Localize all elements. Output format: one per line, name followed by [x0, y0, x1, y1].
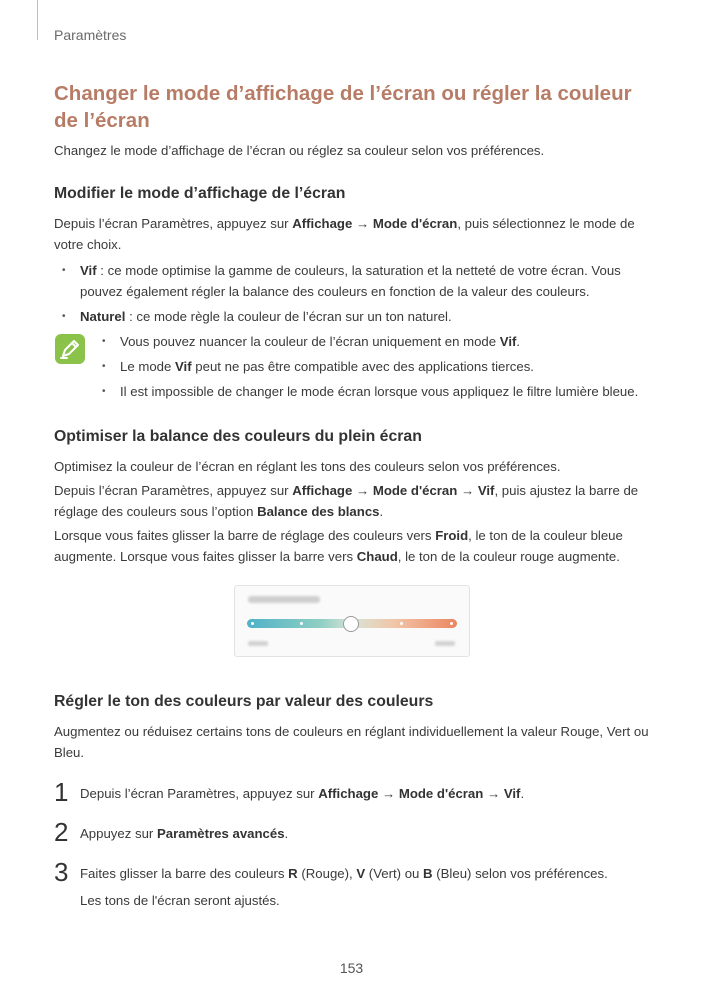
note-item: • Vous pouvez nuancer la couleur de l’écran uniquement en mode Vif.: [54, 331, 649, 352]
page-number: 153: [339, 960, 364, 976]
intro-text: Changez le mode d’affichage de l’écran ou réglez sa couleur selon vos préférences.: [54, 143, 545, 158]
step-result-text: Les tons de l'écran seront ajustés.: [80, 893, 280, 908]
step-text: Faites glisser la barre des couleurs R (Rouge), V (Vert) ou B (Bleu) selon vos préférences.: [80, 866, 608, 881]
color-balance-instructions: Depuis l’écran Paramètres, appuyez sur Affichage → Mode d'écran → Vif, puis ajustez la barre de réglage des couleurs sous l’option Balance des blancs.: [54, 483, 639, 519]
header-rule: [37, 0, 38, 40]
slider-step-dot: [300, 622, 303, 625]
color-balance-explanation: Lorsque vous faites glisser la barre de réglage des couleurs vers Froid, le ton de la couleur bleue augmente. Lorsque vous faites glisser la barre vers Chaud, le ton de la couleur rouge augmente.: [54, 528, 623, 564]
heading-color-values: Régler le ton des couleurs par valeur des couleurs: [54, 693, 434, 710]
heading-color-balance: Optimiser la balance des couleurs du plein écran: [54, 428, 422, 445]
slider-step-dot: [251, 622, 254, 625]
note-list: [54, 331, 649, 402]
note-item: • Il est impossible de changer le mode écran lorsque vous appliquez le filtre lumière bleue.: [54, 381, 649, 402]
step-text: Depuis l’écran Paramètres, appuyez sur Affichage → Mode d'écran → Vif.: [80, 786, 525, 801]
mode-list: [54, 260, 649, 327]
white-balance-slider-thumb[interactable]: [343, 616, 359, 632]
note-item: • Le mode Vif peut ne pas être compatible avec des applications tierces.: [54, 356, 649, 377]
slider-blurred-title: [248, 596, 320, 603]
white-balance-slider-screenshot: [234, 585, 470, 657]
step-text: Appuyez sur Paramètres avancés.: [80, 826, 289, 841]
display-mode-instructions: Depuis l’écran Paramètres, appuyez sur Affichage → Mode d'écran, puis sélectionnez le mode de votre choix.: [54, 216, 635, 252]
list-item-vif: • Vif : ce mode optimise la gamme de couleurs, la saturation et la netteté de votre écran. Vous pouvez également régler la balance des couleurs en fonction de la valeur des couleurs.: [54, 260, 649, 302]
slider-step-dot: [400, 622, 403, 625]
slider-blurred-label-right: [435, 641, 455, 646]
step-2: [54, 817, 649, 847]
note-block: [54, 331, 649, 402]
step-number: 2: [54, 817, 69, 847]
step-number: 1: [54, 777, 69, 807]
step-number: 3: [54, 857, 69, 887]
page-title: Changer le mode d’affichage de l’écran ou régler la couleur de l’écran: [54, 82, 632, 132]
slider-blurred-label-left: [248, 641, 268, 646]
color-values-intro: Augmentez ou réduisez certains tons de couleurs en réglant individuellement la valeur Rouge, Vert ou Bleu.: [54, 724, 649, 760]
color-balance-intro: Optimisez la couleur de l’écran en réglant les tons des couleurs selon vos préférences.: [54, 459, 561, 474]
slider-step-dot: [450, 622, 453, 625]
list-item-naturel: • Naturel : ce mode règle la couleur de l’écran sur un ton naturel.: [54, 306, 649, 327]
step-3: [54, 857, 649, 911]
section-title: Paramètres: [54, 27, 127, 43]
page-content: [54, 80, 649, 911]
step-1: [54, 777, 649, 807]
heading-display-mode: Modifier le mode d’affichage de l’écran: [54, 185, 346, 202]
